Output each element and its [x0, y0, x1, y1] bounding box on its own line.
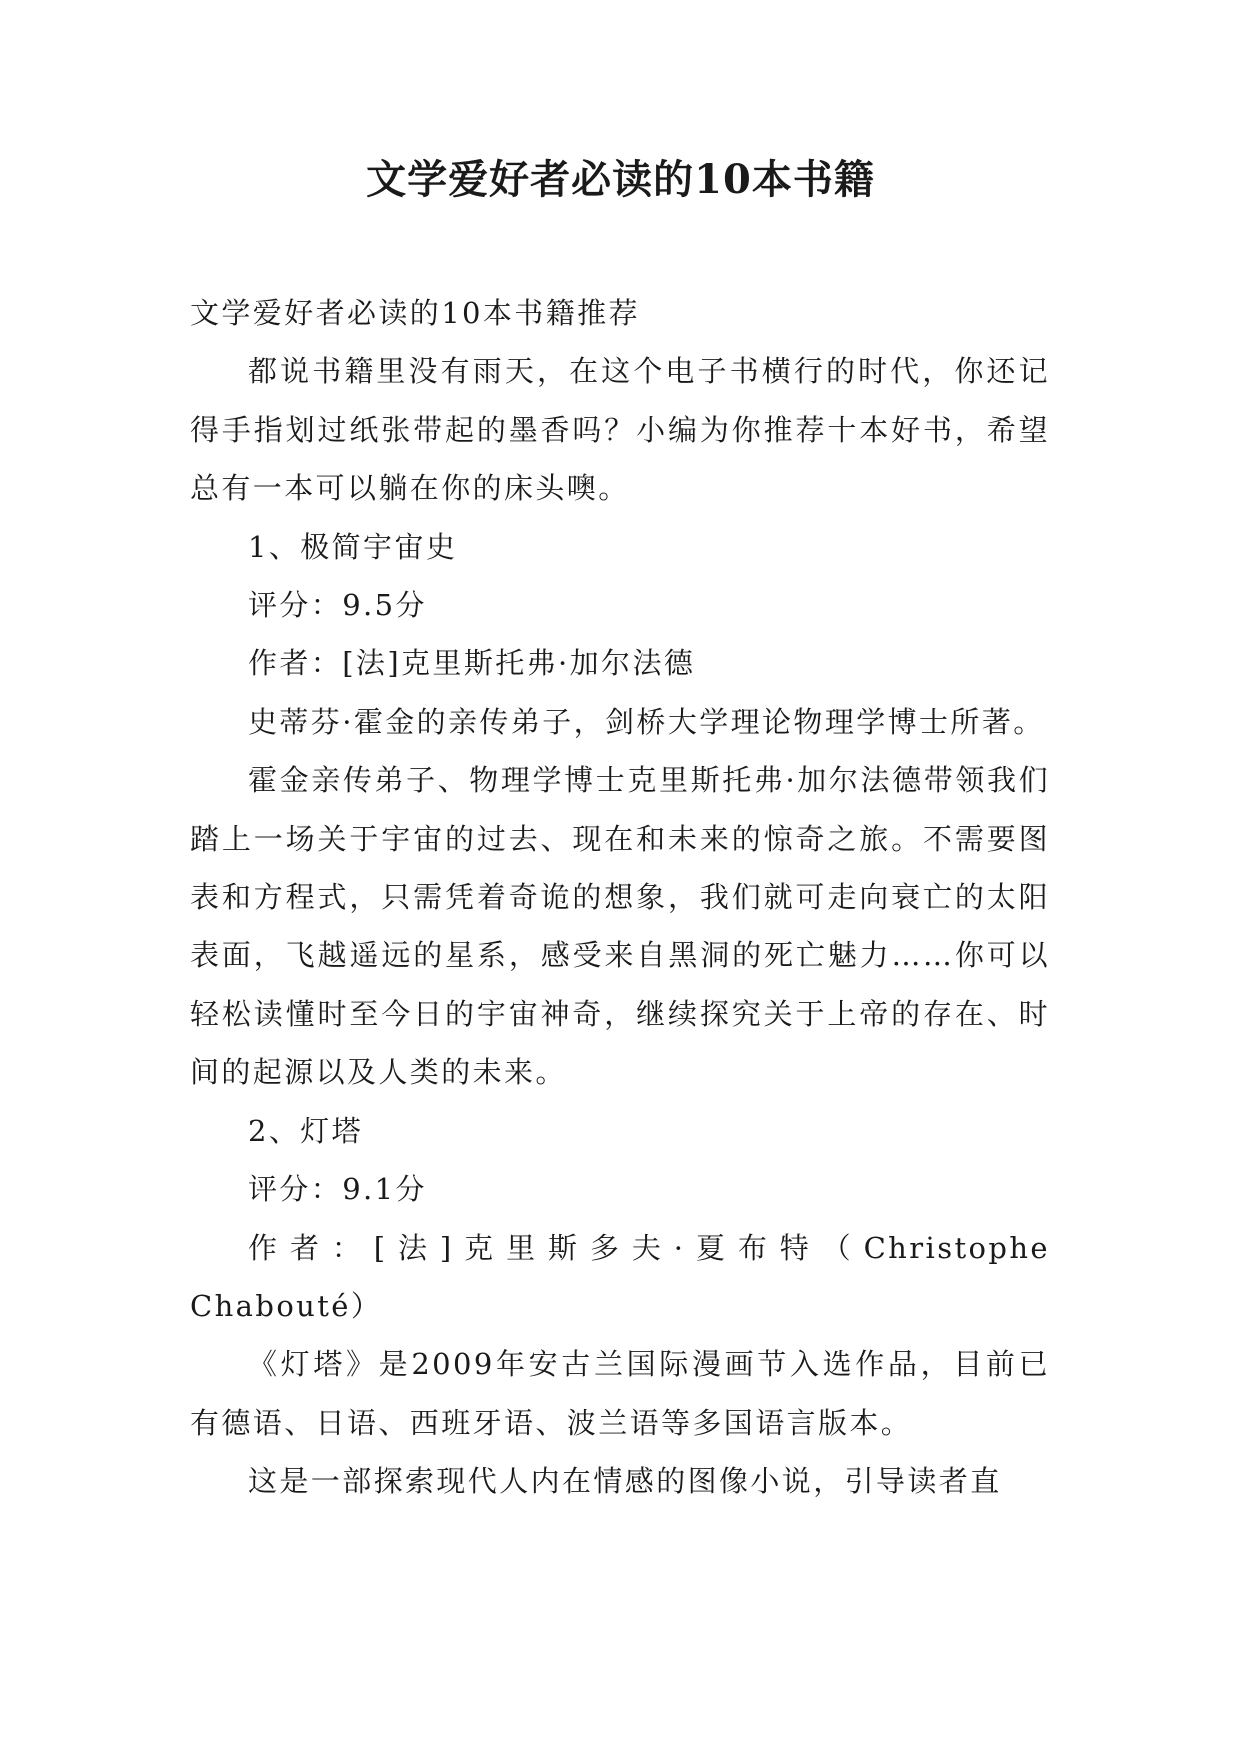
document-title: 文学爱好者必读的10本书籍: [366, 156, 875, 203]
document-subtitle: 文学爱好者必读的10本书籍推荐: [190, 296, 640, 330]
document-body: [190, 284, 1050, 1511]
book-2-paragraph: 《灯塔》是2009年安古兰国际漫画节入选作品，目前已有德语、日语、西班牙语、波兰语等多国语言版本。: [190, 1347, 1050, 1440]
book-1-rating: 评分：9.5分: [248, 588, 427, 623]
book-2-rating: 评分：9.1分: [248, 1172, 427, 1207]
book-2-heading: 2、灯塔: [248, 1113, 364, 1148]
intro-paragraph: 都说书籍里没有雨天，在这个电子书横行的时代，你还记得手指划过纸张带起的墨香吗？小编为你推荐十本好书，希望总有一本可以躺在你的床头噢。: [190, 354, 1050, 506]
book-1-paragraph: 史蒂芬·霍金的亲传弟子，剑桥大学理论物理学博士所著。: [248, 704, 1045, 739]
book-1-paragraph: 霍金亲传弟子、物理学博士克里斯托弗·加尔法德带领我们踏上一场关于宇宙的过去、现在和未来的惊奇之旅。不需要图表和方程式，只需凭着奇诡的想象，我们就可走向衰亡的太阳表面，飞越遥远的星系，感受来自黑洞的死亡魅力……你可以轻松读懂时至今日的宇宙神奇，继续探究关于上帝的存在、时间的起源以及人类的未来。: [190, 763, 1050, 1090]
book-2-paragraph: 这是一部探索现代人内在情感的图像小说，引导读者直: [248, 1464, 1002, 1499]
book-2-author: 作者：[法]克里斯多夫·夏布特（Christophe Chabouté）: [190, 1230, 1050, 1323]
book-1-heading: 1、极简宇宙史: [248, 529, 458, 564]
book-1-author: 作者：[法]克里斯托弗·加尔法德: [248, 646, 696, 681]
